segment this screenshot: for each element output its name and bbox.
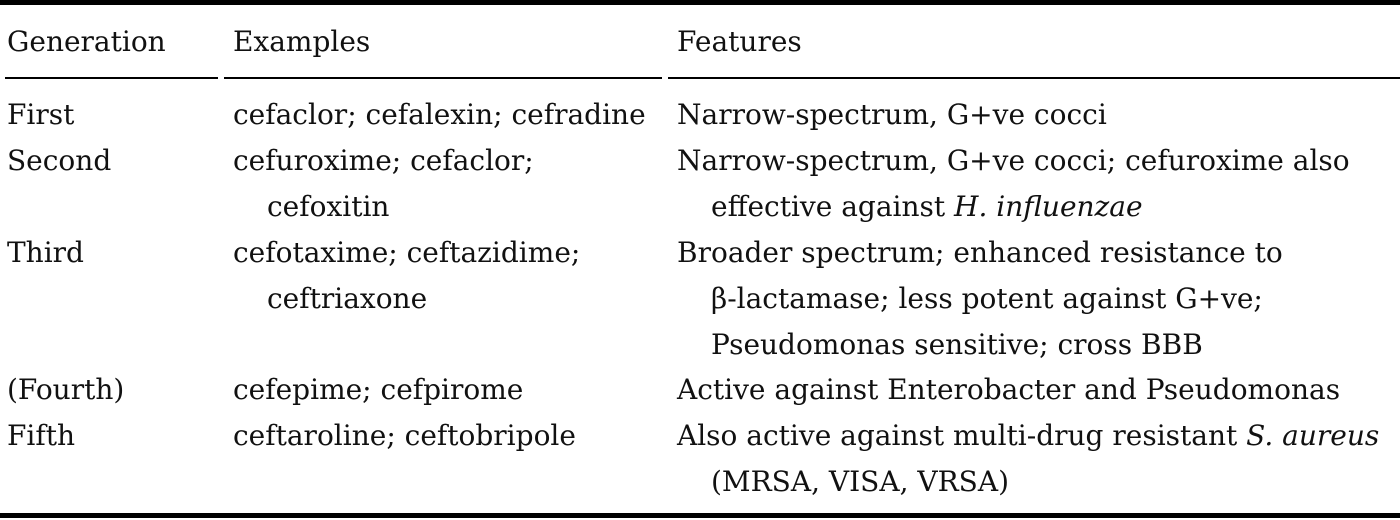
generation-cell: (Fourth) — [7, 373, 125, 406]
examples-cell: ceftaroline; ceftobripole — [233, 419, 576, 452]
examples-cell: cefuroxime; cefaclor; — [233, 144, 534, 177]
header-examples: Examples — [233, 25, 371, 58]
features-cell-continued — [711, 184, 1143, 230]
features-cell: Narrow-spectrum, G+ve cocci — [677, 98, 1107, 131]
examples-cell: cefaclor; cefalexin; cefradine — [233, 98, 646, 131]
examples-cell-continued: cefoxitin — [267, 190, 390, 223]
features-cell-continued: Pseudomonas sensitive; cross BBB — [711, 328, 1203, 361]
features-cell: Narrow-spectrum, G+ve cocci; cefuroxime also — [677, 144, 1350, 177]
features-cell: Active against Enterobacter and Pseudomonas — [677, 373, 1341, 406]
organism-name: H. influenzae — [954, 190, 1143, 223]
features-text: Also active against multi-drug resistant — [677, 419, 1247, 452]
features-cell: Broader spectrum; enhanced resistance to — [677, 236, 1283, 269]
examples-cell: cefotaxime; ceftazidime; — [233, 236, 581, 269]
header-generation: Generation — [7, 25, 166, 58]
header-features: Features — [677, 25, 802, 58]
table-top-rule — [0, 0, 1400, 5]
features-text: effective against — [711, 190, 955, 223]
features-cell — [677, 413, 1379, 459]
examples-cell-continued: ceftriaxone — [267, 282, 428, 315]
organism-name: S. aureus — [1246, 419, 1380, 452]
features-cell-continued: β-lactamase; less potent against G+ve; — [711, 282, 1263, 315]
examples-cell: cefepime; cefpirome — [233, 373, 524, 406]
generation-cell: Second — [7, 144, 112, 177]
generation-cell: Third — [7, 236, 84, 269]
features-cell-continued: (MRSA, VISA, VRSA) — [711, 465, 1009, 498]
table-bottom-rule — [0, 513, 1400, 518]
generation-cell: Fifth — [7, 419, 76, 452]
generation-cell: First — [7, 98, 75, 131]
header-rule — [5, 77, 1400, 79]
